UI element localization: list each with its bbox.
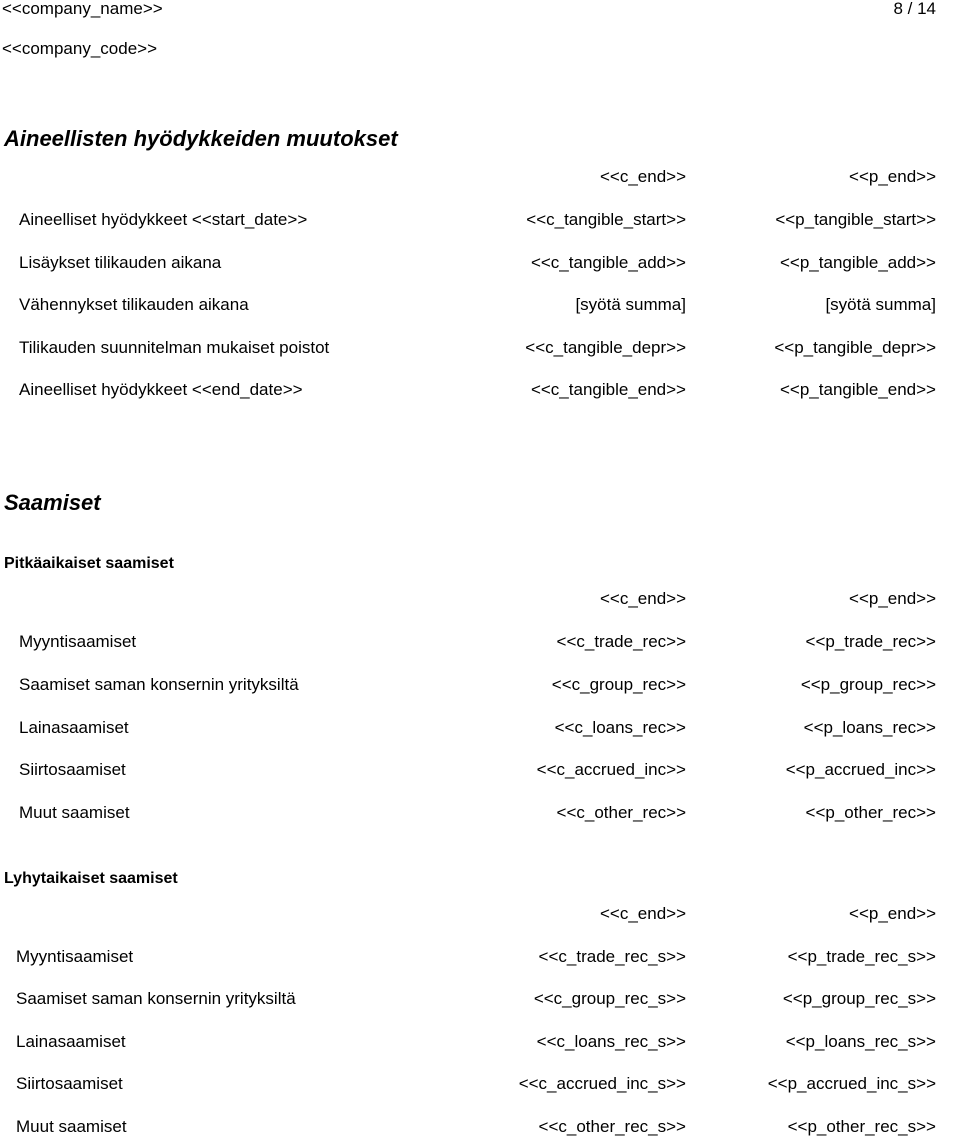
row-current-value: <<c_loans_rec_s>> <box>536 1032 686 1051</box>
table-row <box>0 379 960 401</box>
row-label: Lainasaamiset <box>19 718 129 737</box>
table-row <box>0 631 960 653</box>
table-row <box>0 717 960 739</box>
short-term-column-header <box>0 903 960 925</box>
column-header-current: <<c_end>> <box>599 904 686 923</box>
row-current-value: <<c_other_rec_s>> <box>538 1117 686 1136</box>
table-row <box>0 988 960 1010</box>
row-current-value: <<c_tangible_add>> <box>530 253 686 272</box>
table-row <box>0 252 960 274</box>
row-current-value: <<c_trade_rec_s>> <box>538 947 686 966</box>
row-previous-value: [syötä summa] <box>825 295 936 314</box>
table-row <box>0 209 960 231</box>
row-label: Myyntisaamiset <box>19 632 137 651</box>
row-current-value: <<c_accrued_inc>> <box>536 760 686 779</box>
table-row <box>0 674 960 696</box>
receivables-section-title: Saamiset <box>4 490 101 515</box>
row-current-value: [syötä summa] <box>575 295 686 314</box>
row-current-value: <<c_accrued_inc_s>> <box>518 1074 686 1093</box>
row-label: Saamiset saman konsernin yrityksiltä <box>19 675 299 694</box>
long-term-subtitle: Pitkäaikaiset saamiset <box>4 555 174 572</box>
table-row <box>0 946 960 968</box>
row-previous-value: <<p_other_rec>> <box>805 803 936 822</box>
row-previous-value: <<p_loans_rec>> <box>803 718 936 737</box>
row-label: Saamiset saman konsernin yrityksiltä <box>16 989 296 1008</box>
column-header-previous: <<p_end>> <box>849 589 936 608</box>
row-current-value: <<c_group_rec_s>> <box>533 989 686 1008</box>
long-term-column-header <box>0 588 960 610</box>
table-row <box>0 802 960 824</box>
tangible-column-header <box>0 166 960 188</box>
row-current-value: <<c_tangible_end>> <box>530 380 686 399</box>
table-row <box>0 1073 960 1095</box>
tangible-section-title: Aineellisten hyödykkeiden muutokset <box>4 126 398 151</box>
short-term-subtitle: Lyhytaikaiset saamiset <box>4 870 178 887</box>
table-row <box>0 759 960 781</box>
row-label: Siirtosaamiset <box>16 1074 123 1093</box>
column-header-previous: <<p_end>> <box>849 904 936 923</box>
row-previous-value: <<p_tangible_end>> <box>780 380 936 399</box>
column-header-current: <<c_end>> <box>599 167 686 186</box>
row-previous-value: <<p_other_rec_s>> <box>787 1117 936 1136</box>
row-current-value: <<c_group_rec>> <box>551 675 686 694</box>
row-current-value: <<c_trade_rec>> <box>556 632 686 651</box>
table-row <box>0 337 960 359</box>
row-label: Vähennykset tilikauden aikana <box>19 295 249 314</box>
row-label: Lainasaamiset <box>16 1032 126 1051</box>
table-row <box>0 1116 960 1138</box>
row-previous-value: <<p_trade_rec_s>> <box>787 947 936 966</box>
row-previous-value: <<p_tangible_add>> <box>780 253 936 272</box>
row-current-value: <<c_other_rec>> <box>556 803 686 822</box>
row-label: Myyntisaamiset <box>16 947 134 966</box>
row-previous-value: <<p_group_rec_s>> <box>782 989 936 1008</box>
row-current-value: <<c_tangible_start>> <box>526 210 686 229</box>
row-current-value: <<c_loans_rec>> <box>554 718 686 737</box>
company-name: <<company_name>> <box>2 0 163 18</box>
company-code: <<company_code>> <box>2 39 158 58</box>
table-row <box>0 1031 960 1053</box>
column-header-current: <<c_end>> <box>599 589 686 608</box>
row-previous-value: <<p_accrued_inc>> <box>785 760 936 779</box>
row-previous-value: <<p_tangible_start>> <box>775 210 936 229</box>
row-previous-value: <<p_loans_rec_s>> <box>785 1032 936 1051</box>
row-label: Lisäykset tilikauden aikana <box>19 253 222 272</box>
table-row <box>0 294 960 316</box>
column-header-previous: <<p_end>> <box>849 167 936 186</box>
row-previous-value: <<p_trade_rec>> <box>805 632 936 651</box>
row-label: Muut saamiset <box>19 803 130 822</box>
row-label: Siirtosaamiset <box>19 760 126 779</box>
page-indicator: 8 / 14 <box>893 0 936 18</box>
row-label: Tilikauden suunnitelman mukaiset poistot <box>19 338 330 357</box>
row-previous-value: <<p_tangible_depr>> <box>774 338 936 357</box>
row-previous-value: <<p_accrued_inc_s>> <box>767 1074 936 1093</box>
row-label: Muut saamiset <box>16 1117 127 1136</box>
row-current-value: <<c_tangible_depr>> <box>525 338 686 357</box>
row-label: Aineelliset hyödykkeet <<end_date>> <box>19 380 303 399</box>
row-label: Aineelliset hyödykkeet <<start_date>> <box>19 210 308 229</box>
row-previous-value: <<p_group_rec>> <box>800 675 936 694</box>
